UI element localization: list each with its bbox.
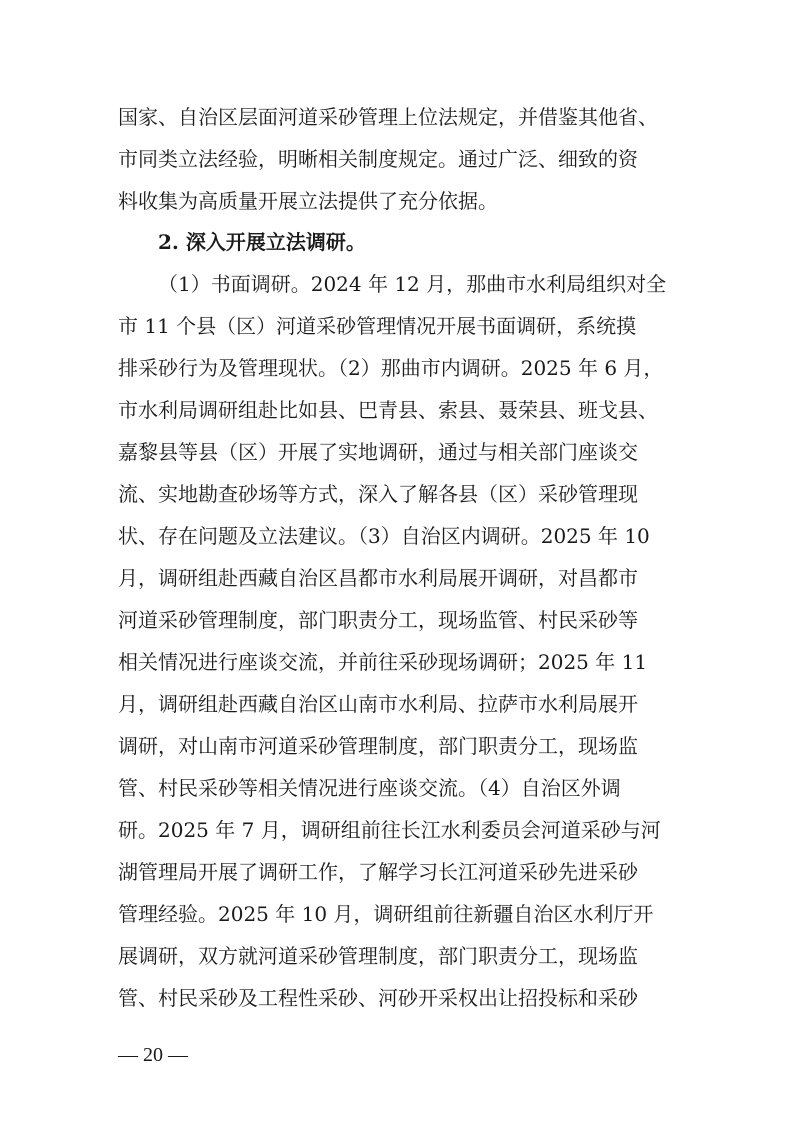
text-line-21: 展调研，双方就河道采砂管理制度，部门职责分工，现场监 xyxy=(118,944,638,968)
text-line-13: 河道采砂管理制度，部门职责分工，现场监管、村民采砂等 xyxy=(118,608,638,632)
text-line-15: 月，调研组赴西藏自治区山南市水利局、拉萨市水利局展开 xyxy=(118,692,638,716)
text-line-8: 市水利局调研组赴比如县、巴青县、索县、聂荣县、班戈县、 xyxy=(118,398,658,422)
text-line-11: 状、存在问题及立法建议。（3）自治区内调研。2025 年 10 xyxy=(118,524,650,548)
text-line-6: 市 11 个县（区）河道采砂管理情况开展书面调研，系统摸 xyxy=(118,314,637,338)
text-line-22: 管、村民采砂及工程性采砂、河砂开采权出让招投标和采砂 xyxy=(118,986,638,1010)
page-number: — 20 — xyxy=(118,1044,188,1066)
text-line-2: 市同类立法经验，明晰相关制度规定。通过广泛、细致的资 xyxy=(118,147,638,171)
text-line-14: 相关情况进行座谈交流，并前往采砂现场调研；2025 年 11 xyxy=(118,650,648,674)
text-line-10: 流、实地勘查砂场等方式，深入了解各县（区）采砂管理现 xyxy=(118,482,638,506)
text-line-7: 排采砂行为及管理现状。（2）那曲市内调研。2025 年 6 月， xyxy=(118,356,664,380)
text-line-19: 湖管理局开展了调研工作，了解学习长江河道采砂先进采砂 xyxy=(118,860,638,884)
text-line-9: 嘉黎县等县（区）开展了实地调研，通过与相关部门座谈交 xyxy=(118,440,638,464)
text-line-16: 调研，对山南市河道采砂管理制度，部门职责分工，现场监 xyxy=(118,734,638,758)
text-line-3: 料收集为高质量开展立法提供了充分依据。 xyxy=(118,189,498,213)
text-line-20: 管理经验。2025 年 10 月，调研组前往新疆自治区水利厅开 xyxy=(118,902,654,926)
section-heading: 2. 深入开展立法调研。 xyxy=(158,230,366,254)
text-line-18: 研。2025 年 7 月，调研组前往长江水利委员会河道采砂与河 xyxy=(118,818,661,842)
text-line-12: 月，调研组赴西藏自治区昌都市水利局展开调研，对昌都市 xyxy=(118,566,638,590)
text-line-17: 管、村民采砂等相关情况进行座谈交流。（4）自治区外调 xyxy=(118,776,621,800)
text-line-5: （1）书面调研。2024 年 12 月，那曲市水利局组织对全 xyxy=(158,272,667,296)
text-line-1: 国家、自治区层面河道采砂管理上位法规定，并借鉴其他省、 xyxy=(118,105,658,129)
